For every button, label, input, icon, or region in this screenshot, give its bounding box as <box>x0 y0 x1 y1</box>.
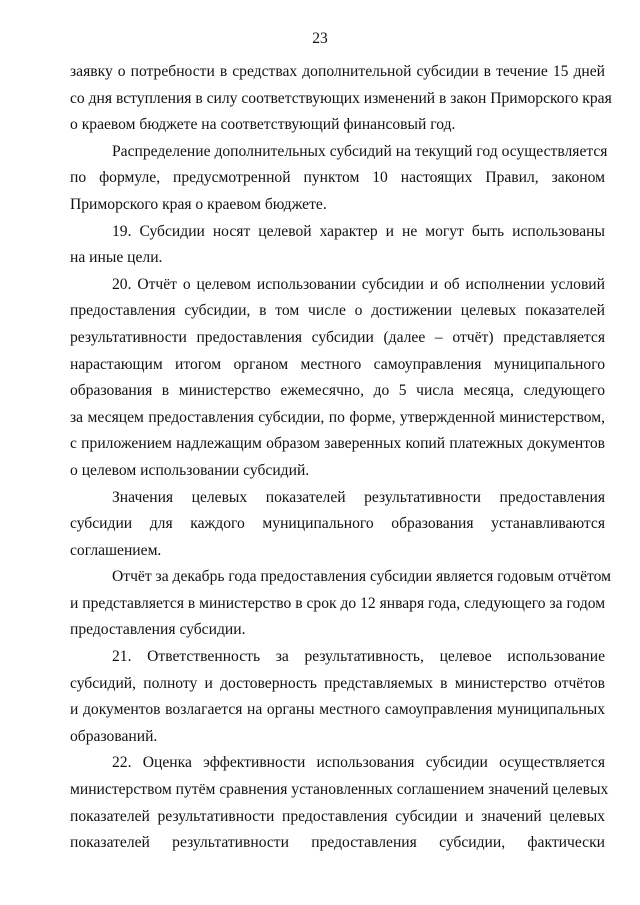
text-line: с приложением надлежащим образом заверенных копий платежных документов <box>70 435 605 453</box>
text-line: результативности предоставления субсидии (далее – отчёт) представляется <box>70 328 605 346</box>
paragraph-clause-21 <box>70 644 605 750</box>
page-number: 23 <box>312 30 328 47</box>
text-line: нарастающим итогом органом местного самоуправления муниципального <box>70 355 605 373</box>
text-line: 22. Оценка эффективности использования субсидии осуществляется <box>112 754 605 772</box>
text-line: о краевом бюджете на соответствующий финансовый год. <box>70 116 456 134</box>
paragraph-clause-19 <box>70 219 605 272</box>
text-line: заявку о потребности в средствах дополнительной субсидии в течение 15 дней <box>70 63 605 80</box>
text-line: образований. <box>70 727 158 745</box>
paragraph-target-indicators <box>70 485 605 565</box>
text-line: предоставления субсидии. <box>70 621 246 639</box>
text-line: со дня вступления в силу соответствующих изменений в закон Приморского края <box>70 89 612 107</box>
paragraph-annual-report <box>70 564 612 644</box>
text-line: 19. Субсидии носят целевой характер и не могут быть использованы <box>112 222 605 240</box>
text-line: Распределение дополнительных субсидий на текущий год осуществляется <box>112 142 608 160</box>
text-line: соглашением. <box>70 541 162 559</box>
text-line: 20. Отчёт о целевом использовании субсидии и об исполнении условий <box>112 275 605 293</box>
paragraph-subsidy-distribution <box>70 139 608 219</box>
text-line: предоставления субсидии, в том числе о достижении целевых показателей <box>70 302 605 320</box>
text-line: показателей результативности предоставления субсидии, фактически <box>70 834 605 852</box>
text-line: показателей результативности предоставления субсидии и значений целевых <box>70 807 605 825</box>
text-line: за месяцем предоставления субсидии, по форме, утвержденной министерством, <box>70 408 605 426</box>
paragraph-additional-subsidy-request <box>70 59 612 139</box>
text-line: субсидии для каждого муниципального образования устанавливаются <box>70 515 605 533</box>
text-line: министерством путём сравнения установленных соглашением значений целевых <box>70 781 609 799</box>
paragraph-clause-20 <box>70 272 605 485</box>
text-line: образования в министерство ежемесячно, до 5 числа месяца, следующего <box>70 382 605 400</box>
text-line: и документов возлагается на органы местного самоуправления муниципальных <box>70 701 605 719</box>
text-line: о целевом использовании субсидий. <box>70 461 310 479</box>
text-line: на иные цели. <box>70 249 163 267</box>
paragraph-clause-22 <box>70 750 609 856</box>
text-line: Отчёт за декабрь года предоставления субсидии является годовым отчётом <box>112 568 612 586</box>
text-line: Приморского края о краевом бюджете. <box>70 195 327 213</box>
text-line: 21. Ответственность за результативность, целевое использование <box>112 648 605 666</box>
document-body <box>70 59 612 857</box>
text-line: и представляется в министерство в срок до 12 января года, следующего за годом <box>70 594 606 612</box>
text-line: по формуле, предусмотренной пунктом 10 настоящих Правил, законом <box>70 169 605 187</box>
text-line: субсидий, полноту и достоверность представляемых в министерство отчётов <box>70 674 605 692</box>
text-line: Значения целевых показателей результативности предоставления <box>112 488 605 506</box>
